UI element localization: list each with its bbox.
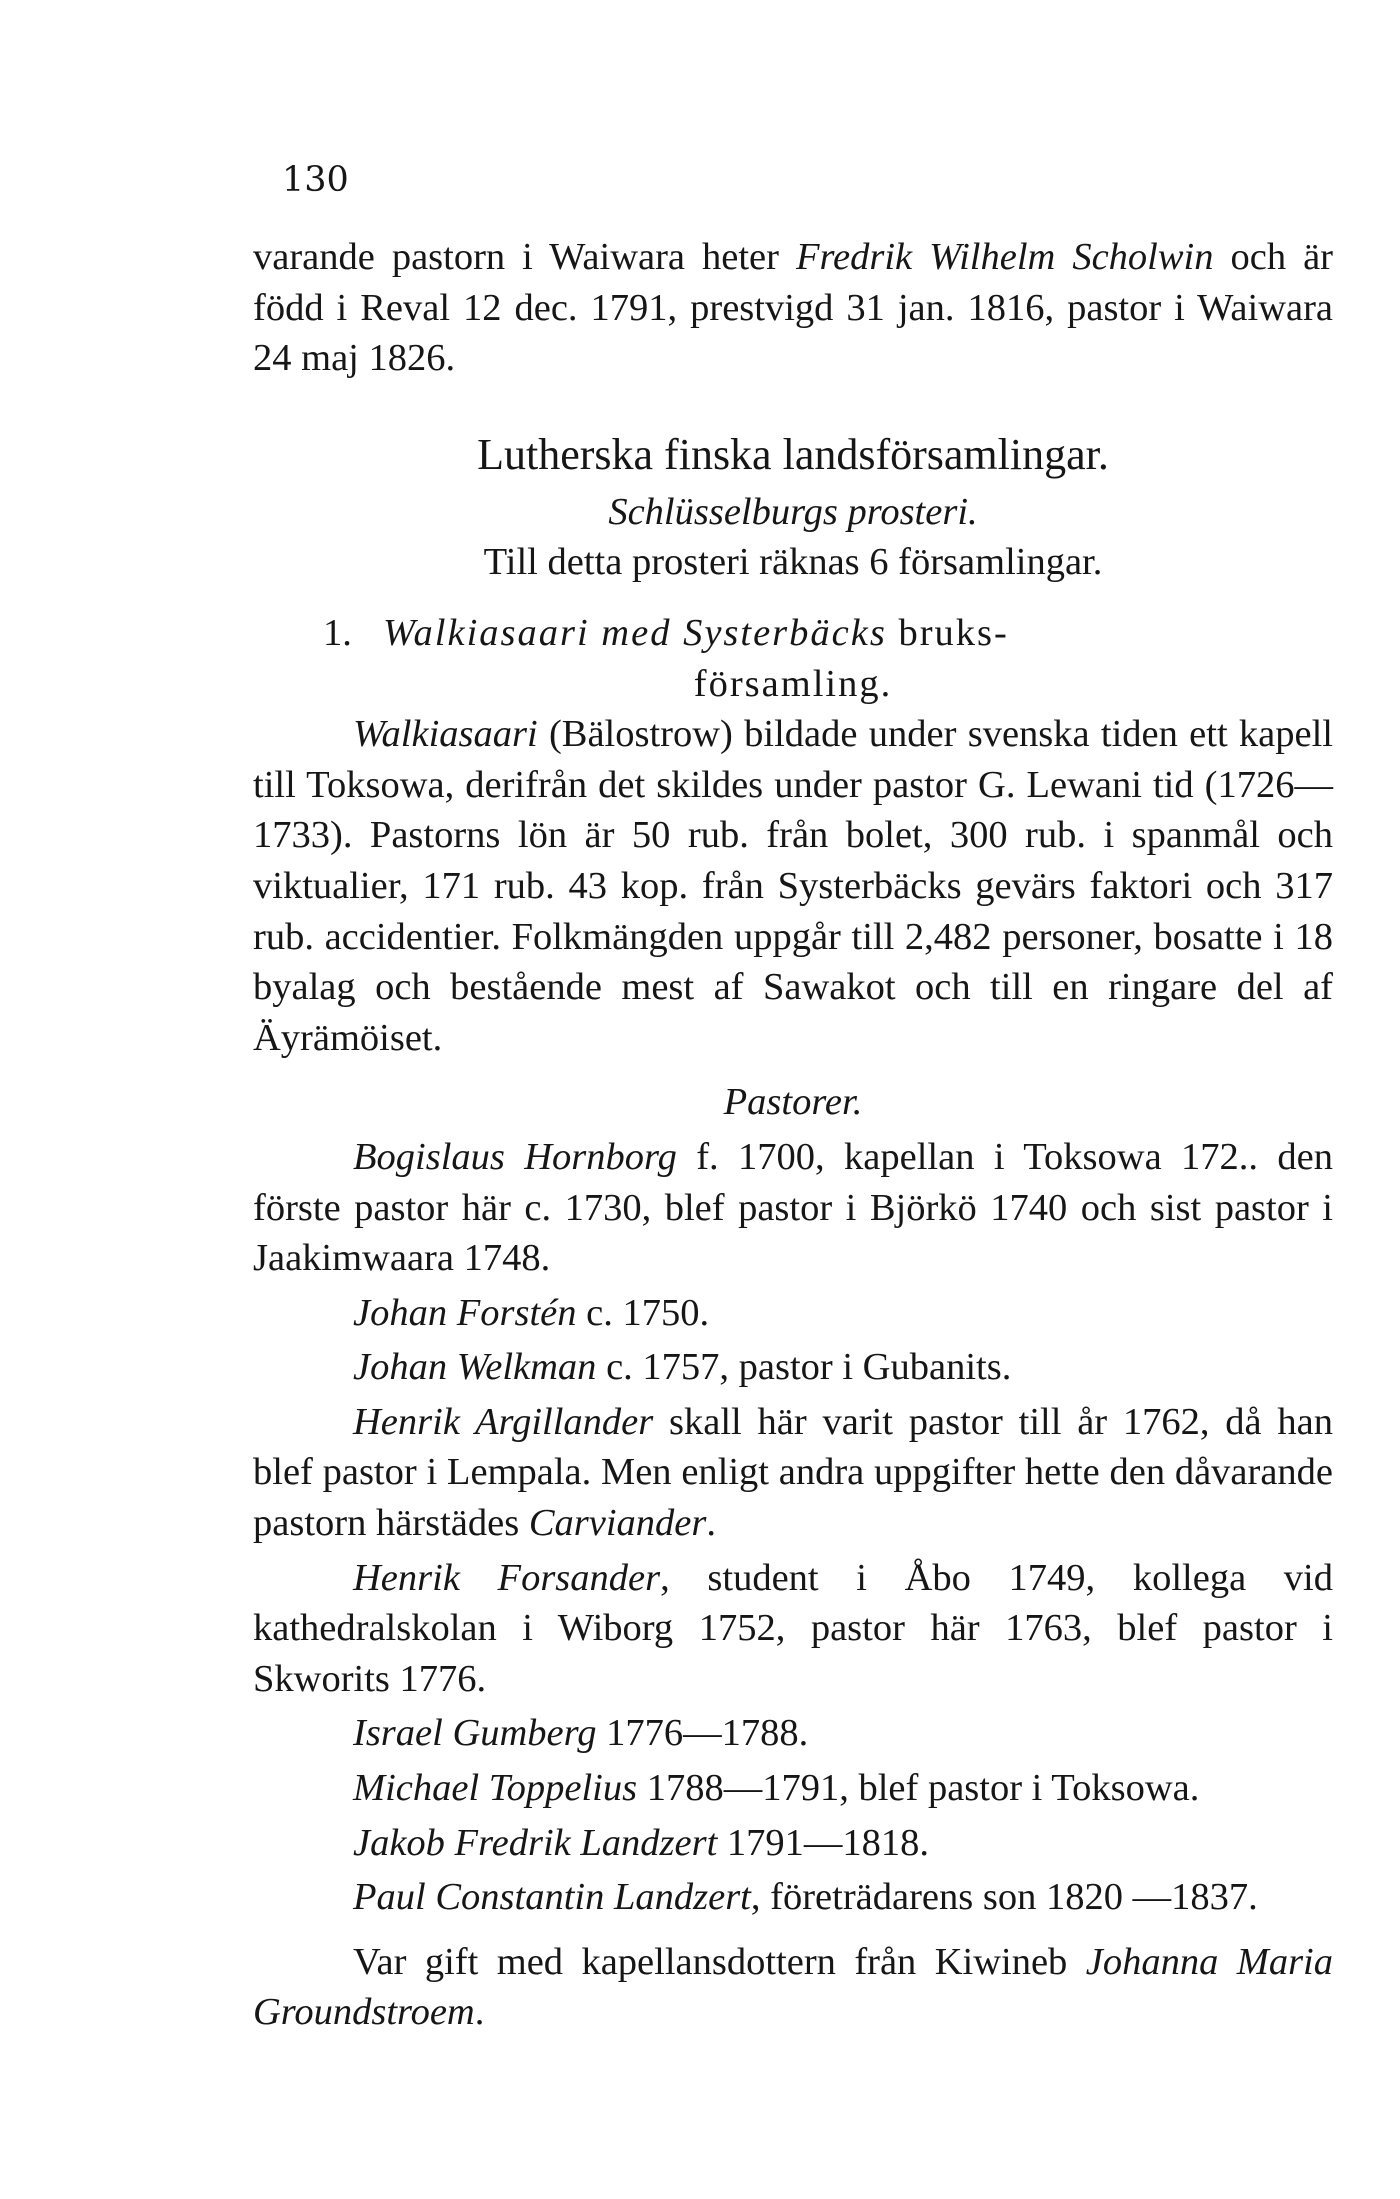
pastor-name: Israel Gumberg [353,1712,597,1755]
parish-title-italic: Walkiasaari med Systerbäcks [383,611,887,654]
pastor-entry [253,1397,1333,1549]
pastor-text: skall här varit pastor till år 1762, då han blef pastor i Lempala. Men enligt andra uppgifter hette den dåvarande pastorn härstädes [253,1400,1333,1545]
parish-title-line2: församling. [693,662,893,705]
parish-title-rest: bruks- [886,611,1009,654]
pastor-entry [253,1708,1333,1759]
pastor-name: Henrik Forsander [353,1556,661,1599]
pastor-text: , företrädarens son 1820 —1837. [750,1876,1258,1919]
pastor-entry [253,1288,1333,1339]
pastor-name: Michael Toppelius [353,1767,638,1810]
parish-title [253,608,1333,659]
pastor-text: , student i Åbo 1749, kollega vid kathedralskolan i Wiborg 1752, pastor här 1763, blef pastor i Skworits 1776. [253,1556,1334,1700]
intro-pastor-name: Fredrik Wilhelm Scholwin [795,236,1214,278]
pastor-name: Bogislaus Hornborg [353,1135,677,1178]
intro-text-2: och är född i Reval 12 dec. 1791, prestvigd 31 jan. 1816, pastor i Waiwara 24 maj 1826. [253,236,1334,380]
pastor-entry [253,1132,1333,1284]
closing-name: Johanna Maria Groundstroem [253,1940,1333,2034]
pastor-name-alt: Carviander [528,1502,707,1545]
pastor-entry [253,1818,1333,1869]
pastorer-heading [253,1077,1333,1128]
closing-text: Var gift med kapellansdottern från Kiwineb [353,1940,1086,1983]
pastor-name: Paul Constantin Landzert [353,1876,751,1919]
pastor-text: 1791—1818. [717,1821,930,1864]
pastor-entry [253,1342,1333,1393]
pastor-text: 1788—1791, blef pastor i Toksowa. [637,1767,1200,1810]
closing-end: . [474,1991,485,2034]
intro-paragraph [253,232,1333,384]
pastor-name: Henrik Argillander [353,1400,654,1443]
prosteri-note: Till detta prosteri räknas 6 församlingar. [483,541,1103,584]
pastor-text: c. 1757, pastor i Gubanits. [596,1346,1012,1389]
body-text [253,232,1333,2038]
pastor-entry [253,1763,1333,1814]
parish-description [253,709,1333,1063]
pastor-text-end: . [706,1502,716,1545]
intro-text-1: varande pastorn i Waiwara heter [253,236,796,278]
pastor-text: 1776—1788. [596,1712,809,1755]
pastor-name: Jakob Fredrik Landzert [353,1821,718,1864]
pastor-text: f. 1700, kapellan i Toksowa 172.. den förste pastor här c. 1730, blef pastor i Björkö 1740 och sist pastor i Jaakimwaara 1748. [253,1135,1333,1280]
pastor-entry [253,1872,1333,1923]
prosteri-name: Schlüsselburgs prosteri. [608,490,978,533]
pastor-text: c. 1750. [576,1291,710,1334]
closing-paragraph [253,1937,1333,2038]
pastorer-heading-text: Pastorer. [723,1081,863,1124]
parish-number: 1. [323,611,352,654]
section-heading: Lutherska finska landsförsamlingar. [477,429,1109,479]
parish-description-text: (Bälostrow) bildade under svenska tiden ett kapell till Toksowa, derifrån det skildes under pastor G. Lewani tid (1726—1733). Pastorns lön är 50 rub. från bolet, 300 rub. i spanmål och viktualier, 171 rub. 43 kop. från Systerbäcks gevärs faktori och 317 rub. accidentier. Folkmängden uppgår till 2,482 personer, bosatte i 18 byalag och bestående mest af Sawakot och till en ringare del af Äyrämöiset. [253,713,1333,1059]
prosteri-subheading [253,487,1333,538]
pastor-name: Johan Welkman [353,1346,597,1389]
parish-name: Walkiasaari [353,713,538,756]
page-number: 130 [282,160,349,200]
pastor-entry [253,1553,1333,1705]
pastor-name: Johan Forstén [353,1291,577,1334]
